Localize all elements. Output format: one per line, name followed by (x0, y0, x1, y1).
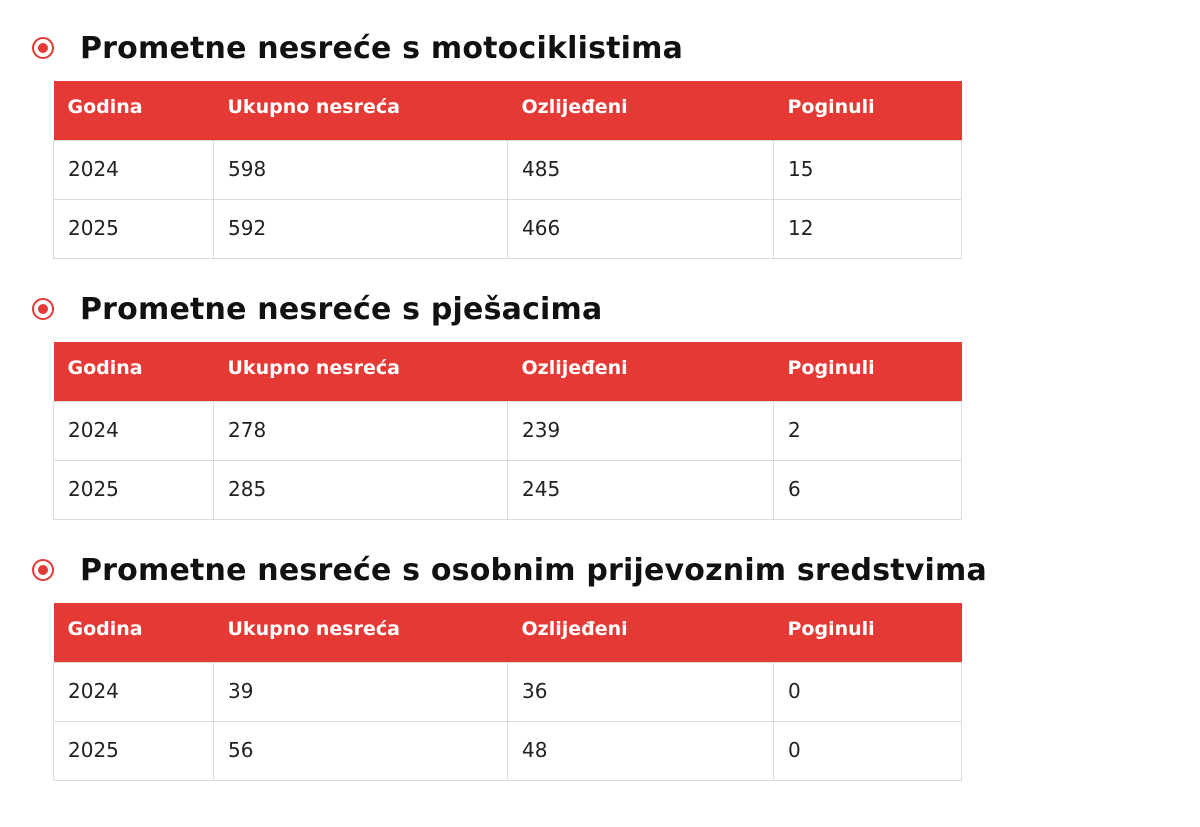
stats-table-pedestrians (53, 342, 962, 520)
table-row (54, 199, 962, 258)
cell-killed: 0 (774, 721, 962, 780)
cell-injured: 239 (508, 401, 774, 460)
radio-bullet-icon (32, 559, 54, 581)
column-header-year: Godina (54, 81, 214, 140)
column-header-killed: Poginuli (774, 603, 962, 662)
column-header-total: Ukupno nesreća (214, 603, 508, 662)
cell-injured: 245 (508, 460, 774, 519)
cell-total: 285 (214, 460, 508, 519)
section-heading (30, 28, 683, 68)
cell-killed: 12 (774, 199, 962, 258)
column-header-total: Ukupno nesreća (214, 342, 508, 401)
cell-injured: 466 (508, 199, 774, 258)
stats-table-personal-transport (53, 603, 962, 781)
column-header-killed: Poginuli (774, 342, 962, 401)
cell-year: 2024 (54, 140, 214, 199)
column-header-injured: Ozlijeđeni (508, 342, 774, 401)
column-header-injured: Ozlijeđeni (508, 81, 774, 140)
section-title: Prometne nesreće s motociklistima (80, 30, 684, 66)
cell-injured: 485 (508, 140, 774, 199)
table-row (54, 401, 962, 460)
column-header-injured: Ozlijeđeni (508, 603, 774, 662)
section-heading (30, 289, 602, 329)
column-header-total: Ukupno nesreća (214, 81, 508, 140)
table-row (54, 662, 962, 721)
stats-table-motorcyclists (53, 81, 962, 259)
cell-year: 2025 (54, 199, 214, 258)
table-row (54, 140, 962, 199)
column-header-year: Godina (54, 603, 214, 662)
table-row (54, 721, 962, 780)
cell-year: 2025 (54, 721, 214, 780)
cell-killed: 0 (774, 662, 962, 721)
radio-bullet-icon (32, 298, 54, 320)
radio-bullet-icon (32, 37, 54, 59)
column-header-killed: Poginuli (774, 81, 962, 140)
section-heading (30, 550, 987, 590)
cell-total: 39 (214, 662, 508, 721)
cell-total: 56 (214, 721, 508, 780)
cell-killed: 2 (774, 401, 962, 460)
cell-total: 592 (214, 199, 508, 258)
table-header-row (54, 81, 962, 140)
table-row (54, 460, 962, 519)
cell-killed: 15 (774, 140, 962, 199)
table-header-row (54, 342, 962, 401)
cell-year: 2024 (54, 662, 214, 721)
column-header-year: Godina (54, 342, 214, 401)
cell-injured: 36 (508, 662, 774, 721)
cell-killed: 6 (774, 460, 962, 519)
section-title: Prometne nesreće s osobnim prijevoznim sredstvima (80, 552, 987, 588)
cell-year: 2024 (54, 401, 214, 460)
cell-year: 2025 (54, 460, 214, 519)
cell-total: 598 (214, 140, 508, 199)
cell-injured: 48 (508, 721, 774, 780)
cell-total: 278 (214, 401, 508, 460)
section-title: Prometne nesreće s pješacima (80, 291, 603, 327)
table-header-row (54, 603, 962, 662)
